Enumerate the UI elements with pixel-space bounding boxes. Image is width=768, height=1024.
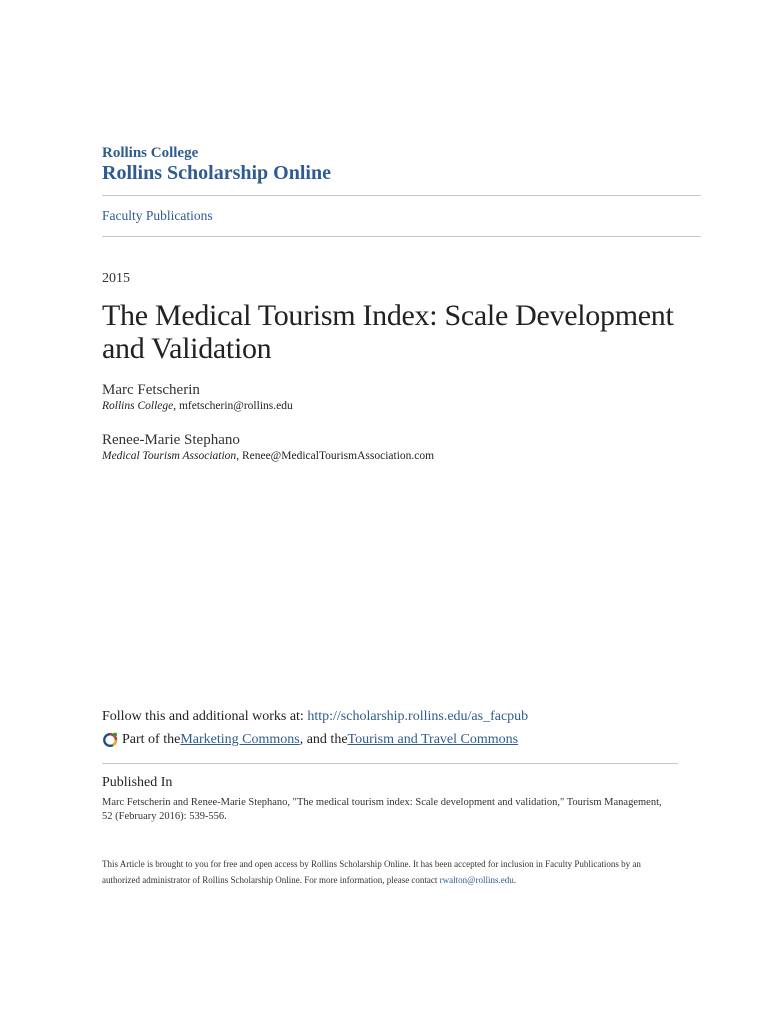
- bepress-commons-icon: [102, 731, 120, 749]
- follow-line: [102, 708, 528, 726]
- collection-url-link[interactable]: http://scholarship.rollins.edu/as_facpub: [307, 709, 529, 724]
- author-affiliation-line: [102, 399, 293, 413]
- follow-prefix: Follow this and additional works at:: [102, 709, 308, 724]
- author-affiliation: Medical Tourism Association: [102, 450, 237, 462]
- notice-suffix: .: [513, 875, 516, 885]
- header-divider: [102, 195, 701, 196]
- author-block: [102, 431, 434, 463]
- author-block: [102, 381, 293, 413]
- part-of-line: [102, 731, 518, 749]
- author-affiliation: Rollins College: [102, 400, 174, 412]
- published-citation: Marc Fetscherin and Renee-Marie Stephano, "The medical tourism index: Scale development and validation," Tourism Management, 52 (February 2016): 539-556.: [102, 797, 662, 822]
- published-divider: [102, 763, 678, 764]
- repository-name[interactable]: Rollins Scholarship Online: [102, 162, 331, 184]
- marketing-commons-link[interactable]: Marketing Commons: [180, 732, 300, 747]
- collection-divider: [102, 236, 701, 237]
- contact-email-link[interactable]: rwalton@rollins.edu: [439, 875, 514, 885]
- publication-year: 2015: [102, 271, 130, 286]
- notice-text: This Article is brought to you for free and open access by Rollins Scholarship Online. It has been accepted for inclusion in Faculty Publications by an authorized administrator of Rollins Scholarship Online. For more information, please contact: [102, 859, 641, 885]
- tourism-travel-commons-link[interactable]: Tourism and Travel Commons: [347, 732, 519, 747]
- published-in-heading: Published In: [102, 775, 173, 790]
- author-email: , Renee@MedicalTourismAssociation.com: [236, 450, 435, 462]
- part-of-prefix: Part of the: [122, 732, 181, 747]
- author-email: , mfetscherin@rollins.edu: [173, 400, 293, 412]
- institution-name[interactable]: Rollins College: [102, 145, 199, 161]
- article-title: The Medical Tourism Index: Scale Development and Validation: [102, 299, 674, 365]
- collection-link[interactable]: Faculty Publications: [102, 208, 213, 223]
- author-name: Renee-Marie Stephano: [102, 432, 240, 448]
- part-of-middle: , and the: [299, 732, 348, 747]
- author-name: Marc Fetscherin: [102, 382, 200, 398]
- author-affiliation-line: [102, 449, 434, 463]
- access-notice: [102, 856, 672, 888]
